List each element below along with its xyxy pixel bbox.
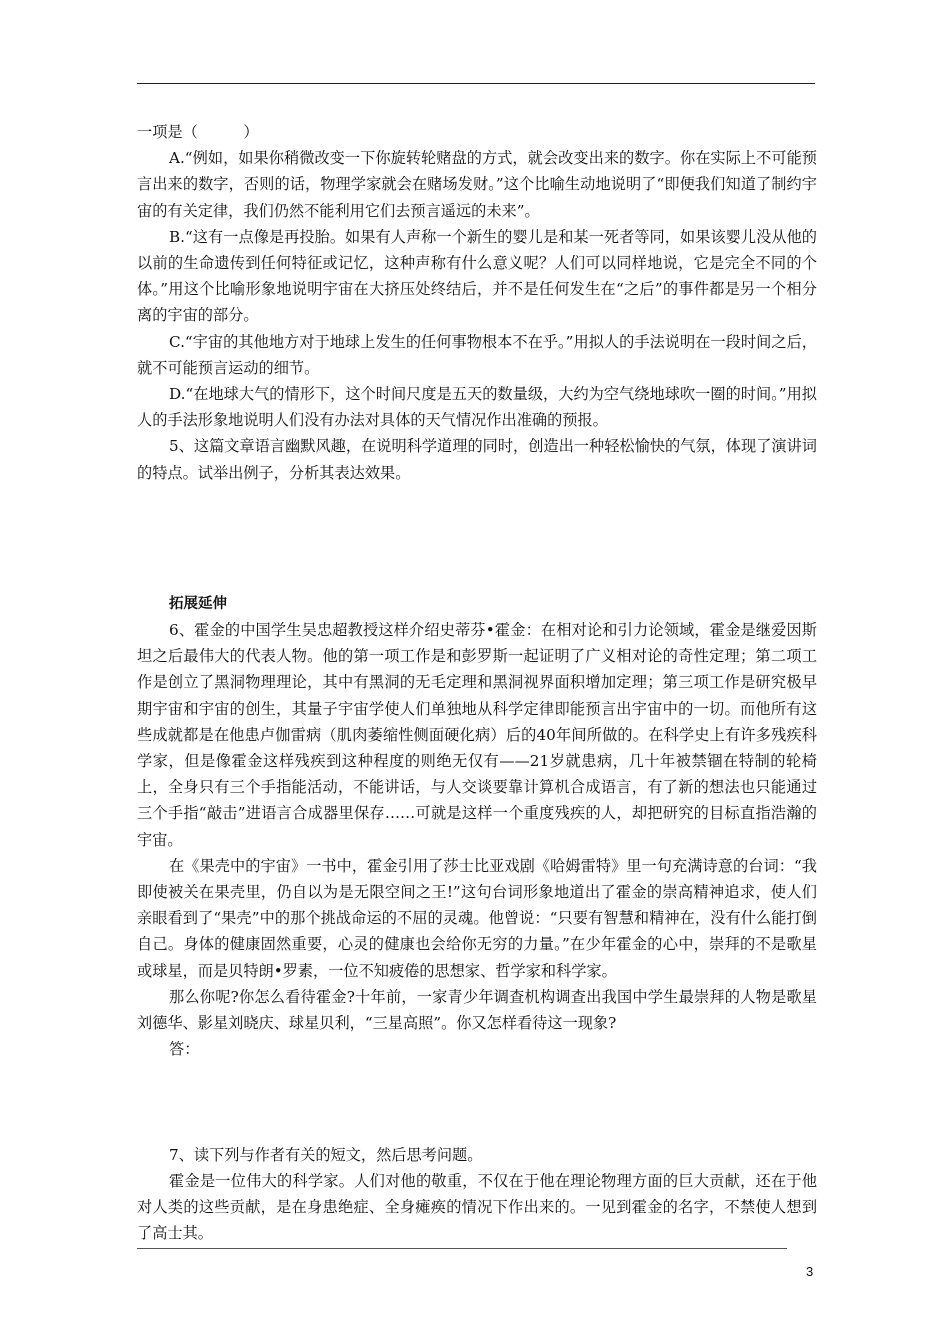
header-rule	[137, 83, 815, 84]
question-6: 6、霍金的中国学生吴忠超教授这样介绍史蒂芬•霍金：在相对论和引力论领域，霍金是继爱因斯坦之后最伟大的代表人物。他的第一项工作是和彭罗斯一起证明了广义相对论的奇性定理；第二项工作是创立了黑洞物理理论，其中有黑洞的无毛定理和黑洞视界面积增加定理；第三项工作是研究极早期宇宙和宇宙的创生，其量子宇宙学使人们单独地从科学定律即能预言出宇宙中的一切。而他所有这些成就都是在他患卢伽雷病（肌肉萎缩性侧面硬化病）后的40年间所做的。在科学史上有许多残疾科学家，但是像霍金这样残疾到这种程度的则绝无仅有——21岁就患病，几十年被禁锢在特制的轮椅上，全身只有三个手指能活动，不能讲话，与人交谈要靠计算机合成语言，有了新的想法也只能通过三个手指“敲击”进语言合成器里保存……可就是这样一个重度残疾的人，却把研究的目标直指浩瀚的宇宙。	[137, 621, 817, 849]
answer-label: 答：	[169, 1040, 200, 1059]
question-7-passage: 霍金是一位伟大的科学家。人们对他的敬重，不仅在于他在理论物理方面的巨大贡献，还在于他对人类的这些贡献，是在身患绝症、全身瘫痪的情况下作出来的。一见到霍金的名字，不禁使人想到了高士其。	[137, 1171, 817, 1243]
question-6-paragraph-2: 在《果壳中的宇宙》一书中，霍金引用了莎士比亚戏剧《哈姆雷特》里一句充满诗意的台词：“我即使被关在果壳里，仍自以为是无限空间之王!”这句台词形象地道出了霍金的崇高精神追求，使人们亲眼看到了“果壳”中的那个挑战命运的不屈的灵魂。他曾说：“只要有智慧和精神在，没有什么能打倒自己。身体的健康固然重要，心灵的健康也会给你无穷的力量。”在少年霍金的心中，崇拜的不是歌星或球星，而是贝特朗•罗素，一位不知疲倦的思想家、哲学家和科学家。	[137, 856, 817, 980]
option-a: A.“例如，如果你稍微改变一下你旋转轮赌盘的方式，就会改变出来的数字。你在实际上不可能预言出来的数字，否则的话，物理学家就会在赌场发财。”这个比喻生动地说明了“即便我们知道了制约宇宙的有关定律，我们仍然不能利用它们去预言遥远的未来”。	[137, 149, 817, 220]
answer-space	[137, 1063, 817, 1142]
page-body	[137, 119, 817, 1246]
option-d: D.“在地球大气的情形下，这个时间尺度是五天的数量级，大约为空气绕地球吹一圈的时间。”用拟人的手法形象地说明人们没有办法对具体的天气情况作出准确的预报。	[137, 385, 817, 430]
option-c: C.“宇宙的其他地方对于地球上发生的任何事物根本不在乎。”用拟人的手法说明在一段时间之后，就不可能预言运动的细节。	[137, 332, 817, 377]
footer-rule	[137, 1248, 787, 1249]
question-5: 5、这篇文章语言幽默风趣，在说明科学道理的同时，创造出一种轻松愉快的气氛，体现了演讲词的特点。试举出例子，分析其表达效果。	[137, 437, 817, 482]
option-b: B.“这有一点像是再投胎。如果有人声称一个新生的婴儿是和某一死者等同，如果该婴儿没从他的以前的生命遗传到任何特征或记忆，这种声称有什么意义呢？人们可以同样地说，它是完全不同的个体。”用这个比喻形象地说明宇宙在大挤压处终结后，并不是任何发生在“之后”的事件都是另一个相分离的宇宙的部分。	[137, 227, 817, 325]
section-heading: 拓展延伸	[169, 595, 227, 612]
answer-space	[137, 486, 817, 591]
page-number: 3	[806, 1264, 814, 1279]
question-7: 7、读下列与作者有关的短文，然后思考问题。	[169, 1145, 483, 1164]
question-6-prompt: 那么你呢?你怎么看待霍金?十年前，一家青少年调查机构调查出我国中学生最崇拜的人物是歌星刘德华、影星刘晓庆、球星贝利，“三星高照”。你又怎样看待这一现象?	[137, 987, 817, 1033]
question-stem-tail: 一项是（ ）	[137, 123, 259, 141]
